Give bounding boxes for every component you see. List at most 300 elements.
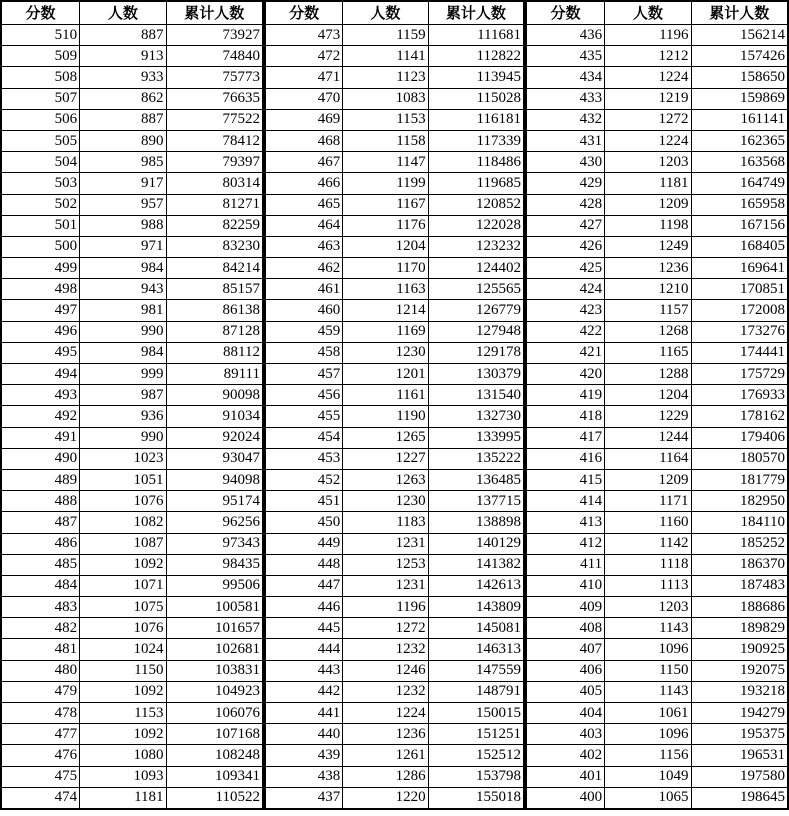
count-cell: 1232 <box>343 639 428 660</box>
count-cell: 1156 <box>605 745 691 766</box>
cumulative-cell: 142613 <box>428 575 524 596</box>
table-row <box>526 46 788 67</box>
score-cell: 498 <box>1 279 80 300</box>
score-cell: 455 <box>265 406 343 427</box>
score-cell: 443 <box>265 660 343 681</box>
table-row <box>1 300 263 321</box>
table-row <box>526 194 788 215</box>
table-row <box>1 766 263 787</box>
score-cell: 480 <box>1 660 80 681</box>
count-cell: 890 <box>80 130 166 151</box>
count-cell: 1065 <box>605 787 691 809</box>
count-cell: 981 <box>80 300 166 321</box>
table-row <box>265 491 524 512</box>
cumulative-cell: 174441 <box>691 342 788 363</box>
count-cell: 1244 <box>605 427 691 448</box>
table-row <box>265 385 524 406</box>
count-cell: 1183 <box>343 512 428 533</box>
table-row <box>1 130 263 151</box>
cumulative-cell: 125565 <box>428 279 524 300</box>
count-cell: 1190 <box>343 406 428 427</box>
score-cell: 405 <box>526 681 605 702</box>
table-row <box>265 681 524 702</box>
table-row <box>1 364 263 385</box>
count-cell: 1227 <box>343 448 428 469</box>
count-cell: 1263 <box>343 469 428 490</box>
score-cell: 472 <box>265 46 343 67</box>
score-cell: 501 <box>1 215 80 236</box>
score-cell: 470 <box>265 88 343 109</box>
score-cell: 445 <box>265 618 343 639</box>
count-cell: 1082 <box>80 512 166 533</box>
score-cell: 487 <box>1 512 80 533</box>
table-row <box>1 512 263 533</box>
count-cell: 1167 <box>343 194 428 215</box>
score-cell: 423 <box>526 300 605 321</box>
table-row <box>265 25 524 46</box>
score-cell: 454 <box>265 427 343 448</box>
cumulative-cell: 110522 <box>166 787 263 809</box>
count-cell: 1143 <box>605 618 691 639</box>
cumulative-cell: 167156 <box>691 215 788 236</box>
count-cell: 1201 <box>343 364 428 385</box>
table-row <box>265 279 524 300</box>
score-table-block-2 <box>264 0 525 810</box>
score-cell: 477 <box>1 724 80 745</box>
cumulative-cell: 106076 <box>166 703 263 724</box>
count-cell: 1236 <box>605 258 691 279</box>
count-cell: 1224 <box>343 703 428 724</box>
count-cell: 1153 <box>80 703 166 724</box>
score-cell: 471 <box>265 67 343 88</box>
score-cell: 488 <box>1 491 80 512</box>
score-cell: 404 <box>526 703 605 724</box>
count-cell: 1049 <box>605 766 691 787</box>
cumulative-cell: 88112 <box>166 342 263 363</box>
cumulative-cell: 103831 <box>166 660 263 681</box>
count-cell: 1224 <box>605 130 691 151</box>
score-cell: 493 <box>1 385 80 406</box>
score-cell: 458 <box>265 342 343 363</box>
count-cell: 999 <box>80 364 166 385</box>
count-cell: 1261 <box>343 745 428 766</box>
score-cell: 446 <box>265 597 343 618</box>
table-row <box>1 215 263 236</box>
count-cell: 1161 <box>343 385 428 406</box>
table-row <box>526 681 788 702</box>
score-cell: 421 <box>526 342 605 363</box>
table-row <box>1 681 263 702</box>
table-row <box>1 745 263 766</box>
table-row <box>1 46 263 67</box>
score-cell: 448 <box>265 554 343 575</box>
table-row <box>1 258 263 279</box>
count-cell: 1164 <box>605 448 691 469</box>
cumulative-cell: 91034 <box>166 406 263 427</box>
score-cell: 447 <box>265 575 343 596</box>
score-cell: 482 <box>1 618 80 639</box>
score-cell: 424 <box>526 279 605 300</box>
count-cell: 917 <box>80 173 166 194</box>
table-row <box>526 385 788 406</box>
table-row <box>526 766 788 787</box>
header-row <box>265 1 524 25</box>
cumulative-cell: 187483 <box>691 575 788 596</box>
table-row <box>1 660 263 681</box>
table-row <box>1 597 263 618</box>
cumulative-cell: 155018 <box>428 787 524 809</box>
score-cell: 414 <box>526 491 605 512</box>
table-row <box>526 724 788 745</box>
table-row <box>265 597 524 618</box>
table-row <box>265 194 524 215</box>
cumulative-cell: 176933 <box>691 385 788 406</box>
table-row <box>526 575 788 596</box>
count-cell: 1096 <box>605 639 691 660</box>
table-row <box>265 448 524 469</box>
count-cell: 1198 <box>605 215 691 236</box>
score-cell: 450 <box>265 512 343 533</box>
cumulative-cell: 129178 <box>428 342 524 363</box>
cumulative-cell: 157426 <box>691 46 788 67</box>
cumulative-cell: 137715 <box>428 491 524 512</box>
cumulative-cell: 96256 <box>166 512 263 533</box>
header-score: 分数 <box>265 1 343 25</box>
table-row <box>1 491 263 512</box>
score-cell: 473 <box>265 25 343 46</box>
cumulative-cell: 116181 <box>428 109 524 130</box>
count-cell: 1176 <box>343 215 428 236</box>
score-cell: 449 <box>265 533 343 554</box>
table-row <box>265 427 524 448</box>
table-row <box>265 703 524 724</box>
cumulative-cell: 124402 <box>428 258 524 279</box>
table-row <box>265 300 524 321</box>
cumulative-cell: 147559 <box>428 660 524 681</box>
score-cell: 430 <box>526 152 605 173</box>
table-row <box>1 618 263 639</box>
count-cell: 1080 <box>80 745 166 766</box>
cumulative-cell: 100581 <box>166 597 263 618</box>
count-cell: 1268 <box>605 321 691 342</box>
cumulative-cell: 133995 <box>428 427 524 448</box>
cumulative-cell: 74840 <box>166 46 263 67</box>
score-cell: 510 <box>1 25 80 46</box>
count-cell: 984 <box>80 342 166 363</box>
score-cell: 419 <box>526 385 605 406</box>
table-row <box>265 88 524 109</box>
cumulative-cell: 185252 <box>691 533 788 554</box>
count-cell: 1231 <box>343 533 428 554</box>
score-cell: 422 <box>526 321 605 342</box>
score-cell: 461 <box>265 279 343 300</box>
count-cell: 887 <box>80 25 166 46</box>
score-cell: 425 <box>526 258 605 279</box>
table-row <box>526 554 788 575</box>
count-cell: 1141 <box>343 46 428 67</box>
table-row <box>526 618 788 639</box>
cumulative-cell: 98435 <box>166 554 263 575</box>
cumulative-cell: 93047 <box>166 448 263 469</box>
table-row <box>526 109 788 130</box>
score-cell: 494 <box>1 364 80 385</box>
cumulative-cell: 175729 <box>691 364 788 385</box>
cumulative-cell: 165958 <box>691 194 788 215</box>
cumulative-cell: 195375 <box>691 724 788 745</box>
count-cell: 1142 <box>605 533 691 554</box>
header-cumulative: 累计人数 <box>428 1 524 25</box>
score-cell: 429 <box>526 173 605 194</box>
score-cell: 475 <box>1 766 80 787</box>
count-cell: 1093 <box>80 766 166 787</box>
cumulative-cell: 186370 <box>691 554 788 575</box>
count-cell: 1061 <box>605 703 691 724</box>
score-cell: 438 <box>265 766 343 787</box>
cumulative-cell: 159869 <box>691 88 788 109</box>
count-cell: 1169 <box>343 321 428 342</box>
count-cell: 1170 <box>343 258 428 279</box>
table-row <box>1 554 263 575</box>
table-row <box>1 342 263 363</box>
cumulative-cell: 161141 <box>691 109 788 130</box>
header-row <box>526 1 788 25</box>
score-cell: 412 <box>526 533 605 554</box>
score-cell: 504 <box>1 152 80 173</box>
score-cell: 499 <box>1 258 80 279</box>
count-cell: 1163 <box>343 279 428 300</box>
table-row <box>526 258 788 279</box>
count-cell: 1165 <box>605 342 691 363</box>
count-cell: 1118 <box>605 554 691 575</box>
score-cell: 432 <box>526 109 605 130</box>
score-cell: 420 <box>526 364 605 385</box>
cumulative-cell: 151251 <box>428 724 524 745</box>
score-cell: 452 <box>265 469 343 490</box>
score-cell: 402 <box>526 745 605 766</box>
table-row <box>1 173 263 194</box>
cumulative-cell: 188686 <box>691 597 788 618</box>
table-row <box>265 575 524 596</box>
table-row <box>526 703 788 724</box>
cumulative-cell: 180570 <box>691 448 788 469</box>
score-cell: 474 <box>1 787 80 809</box>
count-cell: 985 <box>80 152 166 173</box>
cumulative-cell: 181779 <box>691 469 788 490</box>
table-body <box>1 25 263 809</box>
count-cell: 1203 <box>605 152 691 173</box>
count-cell: 1199 <box>343 173 428 194</box>
cumulative-cell: 80314 <box>166 173 263 194</box>
score-cell: 479 <box>1 681 80 702</box>
header-count: 人数 <box>343 1 428 25</box>
cumulative-cell: 111681 <box>428 25 524 46</box>
count-cell: 1113 <box>605 575 691 596</box>
count-cell: 1214 <box>343 300 428 321</box>
count-cell: 1096 <box>605 724 691 745</box>
header-count: 人数 <box>80 1 166 25</box>
count-cell: 1171 <box>605 491 691 512</box>
cumulative-cell: 73927 <box>166 25 263 46</box>
cumulative-cell: 130379 <box>428 364 524 385</box>
table-row <box>1 88 263 109</box>
table-row <box>265 236 524 257</box>
table-row <box>1 321 263 342</box>
score-cell: 489 <box>1 469 80 490</box>
cumulative-cell: 189829 <box>691 618 788 639</box>
cumulative-cell: 83230 <box>166 236 263 257</box>
cumulative-cell: 163568 <box>691 152 788 173</box>
cumulative-cell: 113945 <box>428 67 524 88</box>
table-row <box>526 321 788 342</box>
count-cell: 1160 <box>605 512 691 533</box>
score-cell: 453 <box>265 448 343 469</box>
count-cell: 1087 <box>80 533 166 554</box>
cumulative-cell: 127948 <box>428 321 524 342</box>
table-row <box>1 448 263 469</box>
score-cell: 411 <box>526 554 605 575</box>
score-cell: 442 <box>265 681 343 702</box>
count-cell: 1143 <box>605 681 691 702</box>
count-cell: 1023 <box>80 448 166 469</box>
count-cell: 1209 <box>605 194 691 215</box>
cumulative-cell: 82259 <box>166 215 263 236</box>
cumulative-cell: 164749 <box>691 173 788 194</box>
count-cell: 1075 <box>80 597 166 618</box>
table-body <box>265 25 524 809</box>
cumulative-cell: 138898 <box>428 512 524 533</box>
score-cell: 439 <box>265 745 343 766</box>
header-score: 分数 <box>1 1 80 25</box>
cumulative-cell: 117339 <box>428 130 524 151</box>
count-cell: 1204 <box>343 236 428 257</box>
count-cell: 1229 <box>605 406 691 427</box>
score-cell: 426 <box>526 236 605 257</box>
table-row <box>526 67 788 88</box>
cumulative-cell: 109341 <box>166 766 263 787</box>
count-cell: 990 <box>80 427 166 448</box>
cumulative-cell: 146313 <box>428 639 524 660</box>
table-row <box>1 533 263 554</box>
score-cell: 509 <box>1 46 80 67</box>
cumulative-cell: 97343 <box>166 533 263 554</box>
table-row <box>1 194 263 215</box>
cumulative-cell: 158650 <box>691 67 788 88</box>
count-cell: 971 <box>80 236 166 257</box>
count-cell: 1147 <box>343 152 428 173</box>
cumulative-cell: 156214 <box>691 25 788 46</box>
score-cell: 469 <box>265 109 343 130</box>
table-row <box>526 639 788 660</box>
score-cell: 500 <box>1 236 80 257</box>
table-row <box>526 448 788 469</box>
count-cell: 1181 <box>605 173 691 194</box>
score-cell: 464 <box>265 215 343 236</box>
table-row <box>265 364 524 385</box>
count-cell: 987 <box>80 385 166 406</box>
cumulative-cell: 192075 <box>691 660 788 681</box>
score-cell: 460 <box>265 300 343 321</box>
cumulative-cell: 89111 <box>166 364 263 385</box>
count-cell: 1288 <box>605 364 691 385</box>
cumulative-cell: 107168 <box>166 724 263 745</box>
cumulative-cell: 77522 <box>166 109 263 130</box>
table-row <box>265 554 524 575</box>
cumulative-cell: 108248 <box>166 745 263 766</box>
table-row <box>526 215 788 236</box>
count-cell: 1246 <box>343 660 428 681</box>
table-row <box>1 469 263 490</box>
table-row <box>265 724 524 745</box>
table-row <box>526 173 788 194</box>
table-row <box>526 236 788 257</box>
score-cell: 428 <box>526 194 605 215</box>
score-cell: 456 <box>265 385 343 406</box>
count-cell: 1196 <box>605 25 691 46</box>
table-row <box>1 109 263 130</box>
table-row <box>1 279 263 300</box>
count-cell: 1219 <box>605 88 691 109</box>
count-cell: 1196 <box>343 597 428 618</box>
score-table-block-3 <box>525 0 789 810</box>
count-cell: 1272 <box>343 618 428 639</box>
count-cell: 1272 <box>605 109 691 130</box>
count-cell: 1092 <box>80 554 166 575</box>
score-cell: 435 <box>526 46 605 67</box>
count-cell: 862 <box>80 88 166 109</box>
cumulative-cell: 104923 <box>166 681 263 702</box>
count-cell: 1051 <box>80 469 166 490</box>
score-cell: 457 <box>265 364 343 385</box>
table-row <box>526 491 788 512</box>
count-cell: 1286 <box>343 766 428 787</box>
cumulative-cell: 126779 <box>428 300 524 321</box>
count-cell: 1203 <box>605 597 691 618</box>
count-cell: 1249 <box>605 236 691 257</box>
count-cell: 1265 <box>343 427 428 448</box>
count-cell: 1212 <box>605 46 691 67</box>
cumulative-cell: 184110 <box>691 512 788 533</box>
table-row <box>265 660 524 681</box>
cumulative-cell: 190925 <box>691 639 788 660</box>
score-cell: 410 <box>526 575 605 596</box>
table-row <box>526 597 788 618</box>
score-cell: 490 <box>1 448 80 469</box>
score-cell: 459 <box>265 321 343 342</box>
count-cell: 1071 <box>80 575 166 596</box>
count-cell: 1209 <box>605 469 691 490</box>
score-cell: 503 <box>1 173 80 194</box>
table-row <box>265 469 524 490</box>
count-cell: 1092 <box>80 724 166 745</box>
score-cell: 434 <box>526 67 605 88</box>
cumulative-cell: 112822 <box>428 46 524 67</box>
score-cell: 478 <box>1 703 80 724</box>
cumulative-cell: 172008 <box>691 300 788 321</box>
score-cell: 506 <box>1 109 80 130</box>
cumulative-cell: 102681 <box>166 639 263 660</box>
cumulative-cell: 132730 <box>428 406 524 427</box>
table-row <box>265 258 524 279</box>
cumulative-cell: 194279 <box>691 703 788 724</box>
table-row <box>265 745 524 766</box>
table-row <box>265 173 524 194</box>
table-row <box>526 512 788 533</box>
count-cell: 1232 <box>343 681 428 702</box>
cumulative-cell: 81271 <box>166 194 263 215</box>
count-cell: 1230 <box>343 491 428 512</box>
count-cell: 1230 <box>343 342 428 363</box>
table-row <box>265 342 524 363</box>
